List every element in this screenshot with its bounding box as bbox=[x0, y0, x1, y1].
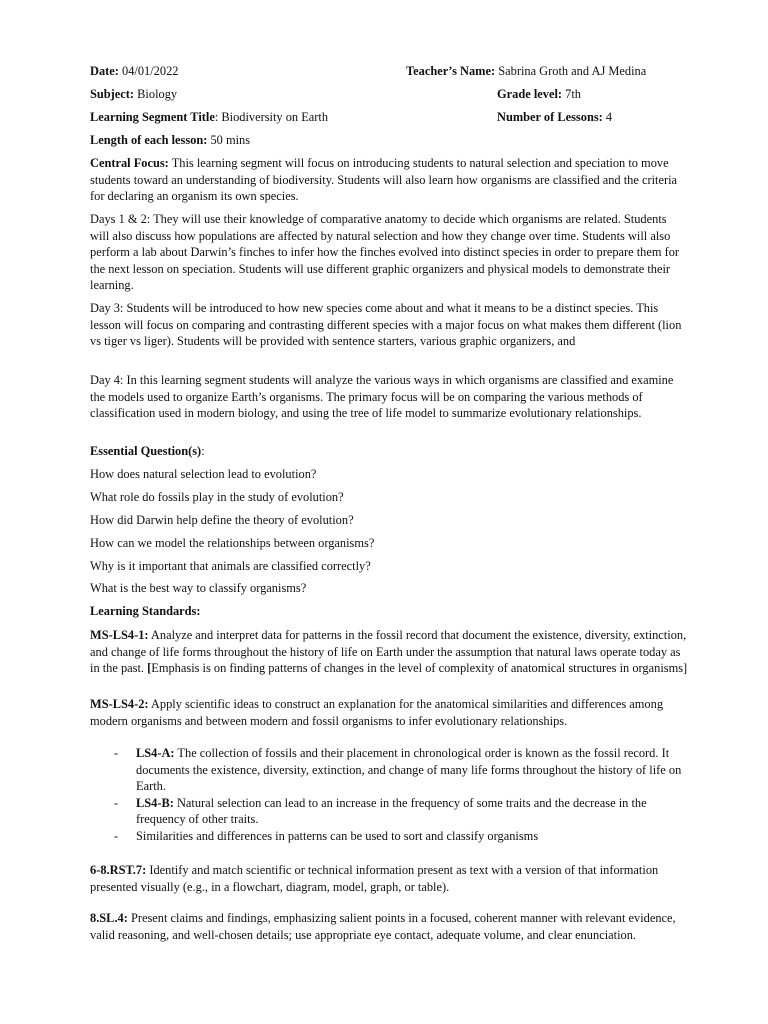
central-focus-label: Central Focus: bbox=[90, 156, 169, 170]
learning-standards-heading bbox=[90, 603, 690, 620]
teacher-label: Teacher’s Name: bbox=[406, 64, 496, 78]
idea-text: Natural selection can lead to an increase in the frequency of some traits and the decrease in the frequency of other traits. bbox=[136, 795, 647, 827]
standard-emphasis: Emphasis is on finding patterns of changes in the level of complexity of anatomical structures in organisms] bbox=[151, 661, 688, 676]
standard-text: Present claims and findings, emphasizing salient points in a focused, coherent manner with relevant evidence, valid reasoning, and well-chosen details; use appropriate eye contact, adequate volume, and clear enunciation. bbox=[90, 911, 676, 942]
day-4-paragraph: Day 4: In this learning segment students will analyze the various ways in which organisms are classified and examine the models used to organize Earth’s organisms. The primary focus will be on comparing the various methods of classification used in modern biology, and using the tree of life model to summarize evolutionary relationships. bbox=[90, 373, 674, 421]
question-item: How can we model the relationships between organisms? bbox=[90, 536, 375, 550]
length-label: Length of each lesson: bbox=[90, 133, 208, 147]
grade-row bbox=[497, 86, 581, 103]
standard-text: Analyze and interpret data for patterns in the fossil record that document the existence, diversity, extinction, and change of life forms throughout the history of life on Earth under the assumption that natural laws operate today as in the past. bbox=[90, 628, 687, 676]
days-1-2-paragraph: Days 1 & 2: They will use their knowledge of comparative anatomy to decide which organisms are related. Students will also discuss how populations are affected by natural selection and how they change over time. Students will also perform a lab about Darwin’s finches to infer how the finches evolved into distinct species in order to prepare them for the next lesson on speciation. Students will use different graphic organizers and physical models to demonstrate their learning. bbox=[90, 212, 680, 293]
bracket: [ bbox=[147, 661, 152, 676]
essential-label: Essential Question(s) bbox=[90, 444, 202, 458]
standard-ms-ls4-2 bbox=[90, 696, 688, 729]
standard-sl-4 bbox=[90, 910, 688, 943]
standard-rst-7 bbox=[90, 862, 688, 895]
segment-label: Learning Segment Title bbox=[90, 110, 215, 124]
question-item: How does natural selection lead to evolution? bbox=[90, 467, 317, 481]
central-focus-text: This learning segment will focus on introducing students to natural selection and speciation to move students toward an understanding of biodiversity. Students will also learn how organisms are classified and the criteria for declaring an organism its own species. bbox=[90, 156, 678, 204]
essential-suffix: : bbox=[201, 444, 205, 458]
grade-value: 7th bbox=[565, 87, 581, 101]
idea-text: Similarities and differences in patterns can be used to sort and classify organisms bbox=[136, 828, 539, 843]
teacher-row bbox=[406, 63, 646, 80]
teacher-value: Sabrina Groth and AJ Medina bbox=[498, 64, 647, 78]
standard-text: Identify and match scientific or technical information present as text with a version of that information presented visually (e.g., in a flowchart, diagram, model, graph, or table). bbox=[90, 863, 659, 894]
question-item: How did Darwin help define the theory of evolution? bbox=[90, 513, 354, 527]
lessons-value: 4 bbox=[605, 110, 613, 124]
subject-row bbox=[90, 86, 690, 103]
grade-label: Grade level: bbox=[497, 87, 563, 101]
list-item bbox=[114, 828, 688, 845]
standard-code: 6-8.RST.7: bbox=[90, 863, 147, 877]
date-value: 04/01/2022 bbox=[122, 64, 179, 78]
disciplinary-core-ideas-list bbox=[114, 745, 688, 845]
central-focus-paragraph bbox=[90, 155, 688, 205]
standard-code: MS-LS4-1: bbox=[90, 628, 149, 642]
standard-code: MS-LS4-2: bbox=[90, 697, 149, 711]
length-row bbox=[90, 132, 690, 149]
idea-code: LS4-B: bbox=[136, 795, 174, 810]
lessons-label: Number of Lessons: bbox=[497, 110, 603, 124]
dash-bullet: - bbox=[114, 828, 119, 843]
dash-bullet: - bbox=[114, 746, 119, 760]
standard-ms-ls4-1 bbox=[90, 627, 688, 677]
lessons-row bbox=[497, 109, 612, 126]
subject-label: Subject: bbox=[90, 87, 135, 101]
length-value: 50 mins bbox=[210, 133, 251, 147]
question-item: What role do fossils play in the study of evolution? bbox=[90, 490, 344, 504]
day-3-paragraph: Day 3: Students will be introduced to how new species come about and what it means to be a distinct species. This lesson will focus on comparing and contrasting different species with a major focus on what makes them different (lion vs tiger vs liger). Students will be provided with sentence starters, various graphic organizers, and bbox=[90, 301, 682, 349]
list-item bbox=[114, 745, 688, 795]
segment-value: : Biodiversity on Earth bbox=[214, 110, 329, 124]
question-item: Why is it important that animals are classified correctly? bbox=[90, 559, 371, 573]
standard-code: 8.SL.4: bbox=[90, 911, 128, 925]
dash-bullet: - bbox=[114, 795, 119, 810]
subject-value: Biology bbox=[137, 87, 178, 101]
idea-text: The collection of fossils and their placement in chronological order is known as the fossil record. It documents the existence, diversity, extinction, and change of many life forms throughout the history of life on Earth. bbox=[136, 746, 682, 794]
date-label: Date: bbox=[90, 64, 119, 78]
standard-text: Apply scientific ideas to construct an explanation for the anatomical similarities and differences among modern organisms and between modern and fossil organisms to infer evolutionary relationships. bbox=[90, 697, 664, 728]
list-item bbox=[114, 795, 688, 828]
learning-standards-label: Learning Standards: bbox=[90, 604, 201, 618]
essential-questions-heading bbox=[90, 443, 690, 460]
idea-code: LS4-A: bbox=[136, 746, 175, 760]
question-item: What is the best way to classify organisms? bbox=[90, 581, 307, 595]
